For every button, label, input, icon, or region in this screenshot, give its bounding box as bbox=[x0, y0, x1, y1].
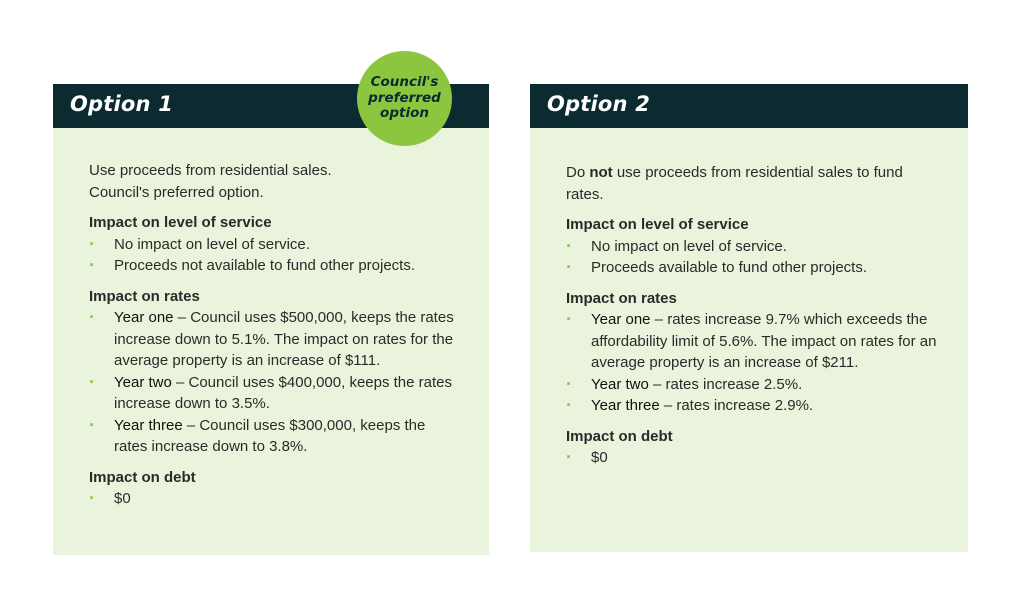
year-label: Year two bbox=[114, 373, 172, 391]
preferred-option-badge bbox=[357, 51, 452, 146]
preferred-option-badge-text: Council's preferred option bbox=[368, 74, 441, 122]
option-2-debt-list bbox=[566, 447, 940, 469]
option-2-debt-heading: Impact on debt bbox=[566, 427, 673, 445]
option-1-rates-heading: Impact on rates bbox=[89, 287, 200, 305]
list-item: · Proceeds available to fund other projects. bbox=[566, 257, 940, 279]
list-item: · $0 bbox=[566, 447, 940, 469]
option-2-rates-list bbox=[566, 309, 940, 417]
list-item: · No impact on level of service. bbox=[566, 236, 940, 258]
option-2-title: Option 2 bbox=[547, 92, 651, 116]
year-text: – Council uses $500,000, keeps the rates increase down to 5.1%. The impact on rates for the average property is an increase of $111. bbox=[114, 309, 454, 369]
option-2-intro-pre: Do bbox=[566, 164, 590, 181]
option-2-header bbox=[530, 84, 968, 128]
option-1-intro-line-1: Use proceeds from residential sales. bbox=[89, 162, 332, 179]
list-item: · Proceeds not available to fund other projects. bbox=[89, 255, 461, 277]
option-1-service-heading: Impact on level of service bbox=[89, 214, 272, 231]
year-label: Year three bbox=[591, 397, 660, 414]
option-2-service-heading: Impact on level of service bbox=[566, 216, 749, 233]
list-item bbox=[566, 374, 940, 396]
option-1-rates-list bbox=[89, 307, 461, 458]
option-2-body bbox=[566, 162, 940, 469]
list-item bbox=[89, 415, 461, 458]
year-text: – rates increase 2.9%. bbox=[659, 397, 814, 414]
list-item: · $0 bbox=[89, 488, 461, 510]
year-text: – Council uses $300,000, keeps the rates increase down to 3.8%. bbox=[114, 416, 426, 455]
option-1-service-list bbox=[89, 234, 461, 277]
option-1-intro bbox=[89, 160, 461, 203]
option-1-debt-list bbox=[89, 488, 461, 510]
option-1-title: Option 1 bbox=[70, 92, 174, 116]
list-item bbox=[566, 309, 940, 374]
option-1-card bbox=[53, 84, 489, 555]
option-2-rates-heading: Impact on rates bbox=[566, 289, 677, 307]
option-2-intro-post: use proceeds from residential sales to fund rates. bbox=[566, 164, 903, 203]
option-1-intro-line-2: Council's preferred option. bbox=[89, 183, 264, 201]
list-item: · No impact on level of service. bbox=[89, 234, 461, 256]
year-text: – rates increase 9.7% which exceeds the affordability limit of 5.6%. The impact on rates for an average property is an increase of $211. bbox=[591, 311, 937, 371]
year-label: Year two bbox=[591, 375, 649, 393]
option-1-debt-heading: Impact on debt bbox=[89, 468, 196, 486]
option-2-service-list bbox=[566, 236, 940, 279]
list-item bbox=[89, 372, 461, 415]
option-1-body bbox=[89, 160, 461, 510]
list-item bbox=[566, 395, 940, 417]
option-2-intro bbox=[566, 162, 940, 205]
year-label: Year three bbox=[114, 416, 183, 434]
option-2-intro-emphasis: not bbox=[589, 164, 613, 181]
year-label: Year one bbox=[114, 309, 174, 326]
year-text: – rates increase 2.5%. bbox=[648, 375, 803, 393]
year-label: Year one bbox=[591, 311, 651, 328]
year-text: – Council uses $400,000, keeps the rates increase down to 3.5%. bbox=[114, 373, 453, 412]
option-2-card bbox=[530, 84, 968, 552]
list-item bbox=[89, 307, 461, 372]
